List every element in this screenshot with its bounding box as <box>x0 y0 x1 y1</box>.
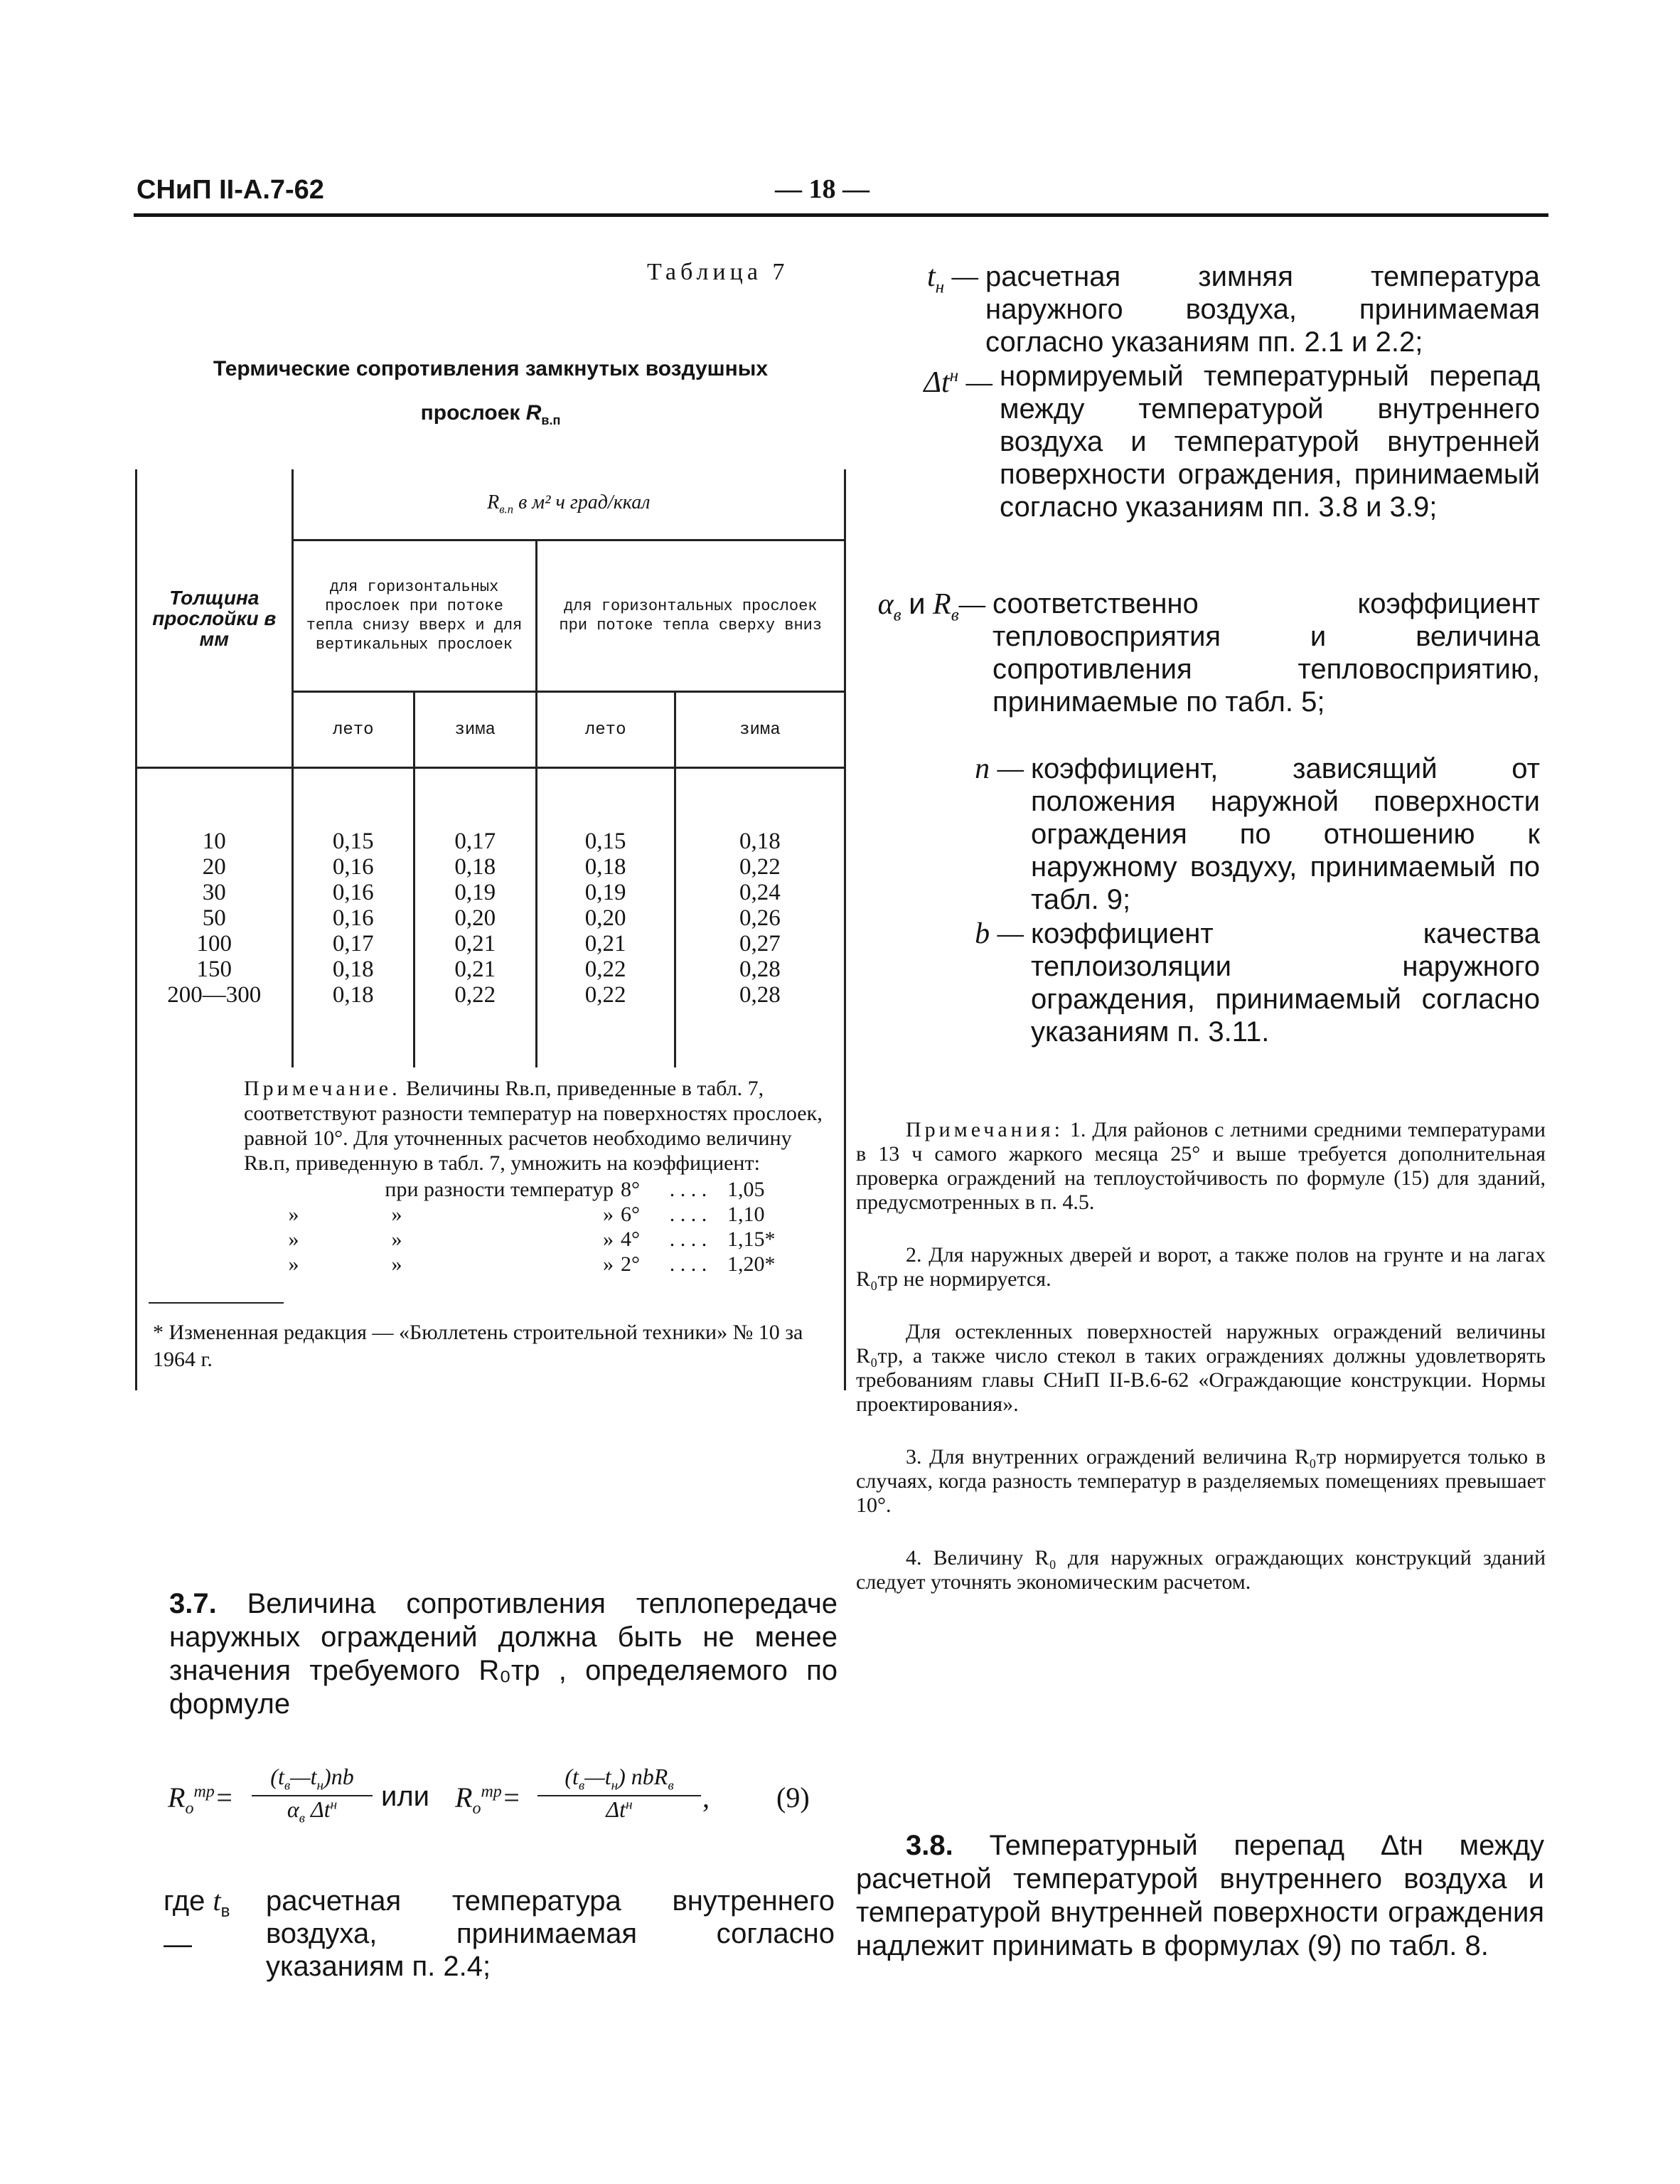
section-3-7-number: 3.7. <box>169 1588 217 1619</box>
note-2: 2. Для наружных дверей и ворот, а также полов на грунте и на лагах R₀тр не нормируется. <box>856 1243 1546 1291</box>
col-group-upward: для горизонтальных прослоек при потоке тепла снизу вверх и для вертикальных прослоек <box>292 540 536 692</box>
sub-summer-1: лето <box>292 692 414 768</box>
formula-lhs-2: $R_o^{тр}=$ <box>455 1781 521 1818</box>
values-upward-summer: 0,15 0,16 0,16 0,16 0,17 0,18 0,18 <box>292 768 414 1068</box>
coef-row: » » » 2° . . . . 1,20* <box>288 1252 776 1276</box>
definitions-list <box>853 260 1550 1048</box>
definition-alpha <box>853 587 1550 752</box>
section-3-7-text: Величина сопротивления теплопередаче наружных ограждений должна быть не менее значения требуемого R₀тр , определяемого по формуле <box>169 1588 838 1720</box>
formula-comma: , <box>702 1781 710 1813</box>
thickness-values: 10 20 30 50 100 150 200—300 <box>137 768 293 1068</box>
sub-winter-2: зима <box>675 692 845 768</box>
definition-b <box>853 917 1550 1048</box>
term-tn: $t_н$ — <box>926 260 978 297</box>
values-downward-summer: 0,15 0,18 0,19 0,20 0,21 0,22 0,22 <box>536 768 675 1068</box>
note-2b: Для остекленных поверхностей наружных ограждений величины R₀тр, а также число стекол в таких ограждениях должны удовлетворять требованиям главы СНиП II-В.6-62 «Ограждающие конструкции. Нормы проектирования». <box>856 1320 1546 1416</box>
section-3-7 <box>169 1587 838 1721</box>
document-code: СНиП II-А.7-62 <box>137 175 324 205</box>
formula-9 <box>168 1764 850 1842</box>
definition-tn <box>853 260 1550 360</box>
section-3-8 <box>856 1829 1544 1963</box>
values-downward-winter: 0,18 0,22 0,24 0,26 0,27 0,28 0,28 <box>675 768 845 1068</box>
note-4: 4. Величину R₀ для наружных ограждающих конструкций зданий следует уточнять экономическим расчетом. <box>856 1546 1546 1594</box>
tv-text: расчетная температура внутреннего воздуха, принимаемая согласно указаниям п. 2.4; <box>266 1885 835 1982</box>
note-3: 3. Для внутренних ограждений величина R₀тр нормируется только в случаях, когда разность температур в разделяемых помещениях превышает 10°. <box>856 1445 1546 1517</box>
formula-or: или <box>381 1781 430 1812</box>
text-delta-t: нормируемый температурный перепад между температурой внутреннего воздуха и температурой внутренней поверхности ограждения, принимаемый согласно указаниям пп. 3.8 и 3.9; <box>1000 361 1540 523</box>
text-tn: расчетная зимняя температура наружного воздуха, принимаемая согласно указаниям пп. 2.1 и 2.2; <box>985 261 1540 358</box>
sub-summer-2: лето <box>536 692 675 768</box>
air-gap-resistance-table <box>135 469 846 1390</box>
col-thickness-header: Толщина прослойки в мм <box>137 469 293 768</box>
note-1: Примечания: 1. Для районов с летними средними температурами в 13 ч самого жаркого месяца 25° и выше требуется дополнительная проверка ограждений на теплоустойчивость по формуле (15) для зданий, предусмотренных в п. 4.5. <box>856 1118 1546 1214</box>
table-title-line1: Термические сопротивления замкнутых воздушных <box>213 357 769 380</box>
formula-lhs-1: $R_o^{тр}=$ <box>168 1781 234 1818</box>
table-note <box>137 1076 844 1176</box>
definition-delta-t <box>853 360 1550 587</box>
term-b: b — <box>975 917 1024 950</box>
header-rule <box>134 213 1548 217</box>
coef-row: » » » 6° . . . . 1,10 <box>288 1203 765 1226</box>
page-number: — 18 — <box>775 174 870 204</box>
formula-number: (9) <box>776 1781 810 1813</box>
definition-n <box>853 752 1550 917</box>
text-n: коэффициент, зависящий от положения наружной поверхности ограждения по отношению к наружному воздуху, принимаемый по табл. 9; <box>1031 753 1540 915</box>
term-alpha: $\alpha_в$ и $R_в—$ <box>877 587 985 625</box>
section-3-8-number: 3.8. <box>906 1830 953 1861</box>
notes-block <box>856 1118 1546 1594</box>
note-label: Примечание. <box>244 1077 401 1100</box>
term-n: n — <box>975 752 1024 785</box>
formula-fraction-1: $(t_в—t_н)nb$ $\alpha_в$ $\Delta t^н$ <box>252 1764 373 1827</box>
footnote: * Измененная редакция — «Бюллетень строительной техники» № 10 за 1964 г. <box>153 1321 803 1371</box>
coef-row: при разности температур 8° . . . . 1,05 <box>385 1178 765 1201</box>
table-caption: Таблица 7 <box>647 259 789 285</box>
coefficient-list <box>137 1177 844 1277</box>
section-3-8-text: Температурный перепад Δtн между расчетной температурой внутреннего воздуха и температурой внутренней поверхности ограждения надлежит принимать в формулах (9) по табл. 8. <box>856 1830 1544 1961</box>
text-alpha: соответственно коэффициент тепловосприятия и величина сопротивления тепловосприятию, принимаемые по табл. 5; <box>993 588 1540 718</box>
sub-winter-1: зима <box>414 692 537 768</box>
unit-header: $R_{в.п}$ в м² ч град/ккал <box>292 469 845 540</box>
col-group-downward: для горизонтальных прослоек при потоке тепла сверху вниз <box>536 540 845 692</box>
term-delta-t: $\Delta t^н$ — <box>924 366 993 399</box>
footnote-rule <box>149 1302 284 1304</box>
table-note-cell <box>137 1067 845 1390</box>
table-title <box>135 347 846 442</box>
table-title-line2: прослоек $R_{в.п}$ <box>420 401 561 427</box>
formula-fraction-2: $(t_в—t_н)$ nbR$_в$ $\Delta t^н$ <box>537 1764 701 1823</box>
text-b: коэффициент качества теплоизоляции наружного ограждения, принимаемый согласно указаниям п. 3.11. <box>1031 918 1540 1048</box>
where-label: где $t_в$ — <box>164 1885 230 1960</box>
coef-row: » » » 4° . . . . 1,15* <box>288 1227 776 1251</box>
note-text: Величины Rв.п, приведенные в табл. 7, соответствуют разности температур на поверхностях прослоек, равной 10°. Для уточненных расчетов необходимо величину Rв.п, приведенную в табл. 7, умножить на коэффициент: <box>244 1077 823 1175</box>
values-upward-winter: 0,17 0,18 0,19 0,20 0,21 0,21 0,22 <box>414 768 537 1068</box>
